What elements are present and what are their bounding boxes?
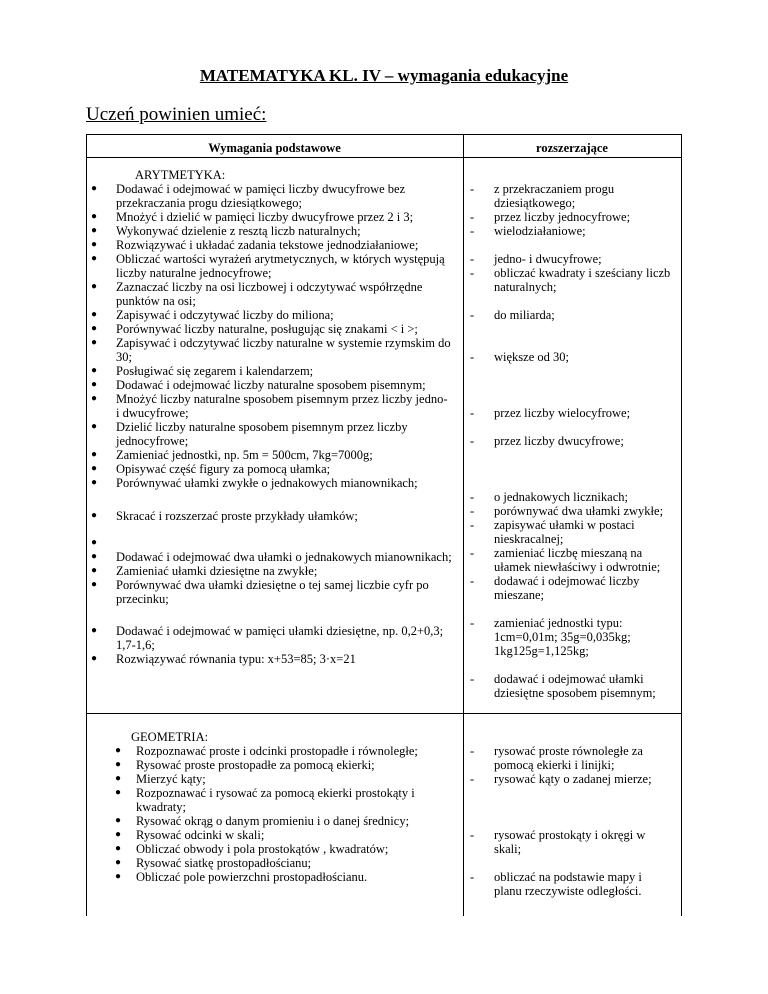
extended-item: do miliarda;: [494, 308, 555, 322]
requirement-item-cont: liczby naturalne jednocyfrowe;: [116, 266, 272, 280]
requirement-item: Rozwiązywać równania typu: x+53=85; 3·x=21: [116, 652, 356, 666]
requirement-item: Opisywać część figury za pomocą ułamka;: [116, 462, 331, 476]
requirement-item: Rysować okrąg o danym promieniu i o danej średnicy;: [136, 814, 410, 828]
extended-item: pomocą ekierki i linijki;: [494, 758, 615, 772]
dash: -: [470, 574, 475, 588]
requirement-item: Posługiwać się zegarem i kalendarzem;: [116, 364, 314, 378]
requirement-item: Rozwiązywać i układać zadania tekstowe jednodziałaniowe;: [116, 238, 419, 252]
bullet: ●: [115, 773, 122, 784]
requirement-item-cont: przekraczania progu dziesiątkowego;: [116, 196, 303, 210]
bullet: ●: [91, 211, 98, 222]
requirement-item: Porównywać liczby naturalne, posługując się znakami < i >;: [116, 322, 418, 336]
bullet: ●: [91, 510, 98, 521]
bullet: ●: [115, 871, 122, 882]
bullet: ●: [91, 625, 98, 636]
requirement-item-cont: i dwucyfrowe;: [116, 406, 189, 420]
requirement-item: Rysować siatkę prostopadłościanu;: [136, 856, 312, 870]
extended-item: nieskracalnej;: [494, 532, 564, 546]
dash: -: [470, 308, 475, 322]
extended-item: dodawać i odejmować ułamki: [494, 672, 644, 686]
requirement-item: Zapisywać i odczytywać liczby do miliona;: [116, 308, 334, 322]
requirement-item-cont: 1,7-1,6;: [116, 638, 155, 652]
requirement-item-cont: punktów na osi;: [116, 294, 196, 308]
extended-item: planu rzeczywiste odległości.: [494, 884, 642, 898]
extended-item: ułamek niewłaściwy i odwrotnie;: [494, 560, 661, 574]
requirement-item: Mierzyć kąty;: [136, 772, 206, 786]
requirement-item: Rysować proste prostopadłe za pomocą ekierki;: [136, 758, 375, 772]
extended-item: wielodziałaniowe;: [494, 224, 586, 238]
extended-item: zapisywać ułamki w postaci: [494, 518, 635, 532]
bullet: ●: [115, 857, 122, 868]
dash: -: [470, 546, 475, 560]
table-header-divider: [86, 157, 682, 158]
dash: -: [470, 828, 475, 842]
bullet: ●: [115, 745, 122, 756]
dash: -: [470, 744, 475, 758]
extended-item: porównywać dwa ułamki zwykłe;: [494, 504, 664, 518]
bullet: ●: [115, 829, 122, 840]
extended-item: rysować kąty o zadanej mierze;: [494, 772, 652, 786]
extended-item: jedno- i dwucyfrowe;: [494, 252, 602, 266]
bullet: ●: [91, 183, 98, 194]
extended-item: przez liczby jednocyfrowe;: [494, 210, 631, 224]
header-basic: Wymagania podstawowe: [208, 141, 341, 155]
extended-item: dziesiętne sposobem pisemnym;: [494, 686, 656, 700]
bullet: ●: [115, 759, 122, 770]
table-column-divider: [463, 134, 464, 916]
extended-item: 1kg125g=1,125kg;: [494, 644, 589, 658]
bullet: ●: [91, 281, 98, 292]
bullet: ●: [91, 477, 98, 488]
dash: -: [470, 210, 475, 224]
bullet: ●: [91, 239, 98, 250]
bullet: ●: [115, 787, 122, 798]
dash: -: [470, 518, 475, 532]
extended-item: zamieniać liczbę mieszaną na: [494, 546, 643, 560]
dash: -: [470, 504, 475, 518]
extended-item: 1cm=0,01m; 35g=0,035kg;: [494, 630, 631, 644]
section-heading-arytmetyka: ARYTMETYKA:: [135, 168, 226, 182]
requirement-item: Wykonywać dzielenie z resztą liczb naturalnych;: [116, 224, 361, 238]
requirement-item: Rozpoznawać i rysować za pomocą ekierki prostokąty i: [136, 786, 415, 800]
bullet: ●: [91, 225, 98, 236]
requirement-item-cont: przecinku;: [116, 592, 169, 606]
dash: -: [470, 350, 475, 364]
requirement-item: Dodawać i odejmować dwa ułamki o jednakowych mianownikach;: [116, 550, 452, 564]
requirement-item-cont: kwadraty;: [136, 800, 186, 814]
requirement-item: Rozpoznawać proste i odcinki prostopadłe i równoległe;: [136, 744, 418, 758]
requirement-item: Obliczać pole powierzchni prostopadłościanu.: [136, 870, 368, 884]
extended-item: naturalnych;: [494, 280, 557, 294]
bullet: ●: [91, 393, 98, 404]
dash: -: [470, 224, 475, 238]
requirement-item: Zapisywać i odczytywać liczby naturalne w systemie rzymskim do: [116, 336, 451, 350]
dash: -: [470, 772, 475, 786]
bullet: ●: [91, 551, 98, 562]
bullet: ●: [91, 463, 98, 474]
extended-item: większe od 30;: [494, 350, 569, 364]
bullet: ●: [91, 337, 98, 348]
bullet: ●: [91, 449, 98, 460]
extended-item: przez liczby wielocyfrowe;: [494, 406, 631, 420]
requirement-item: Porównywać dwa ułamki dziesiętne o tej samej liczbie cyfr po: [116, 578, 429, 592]
requirement-item: Dzielić liczby naturalne sposobem pisemnym przez liczby: [116, 420, 408, 434]
dash: -: [470, 182, 475, 196]
extended-item: obliczać kwadraty i sześciany liczb: [494, 266, 671, 280]
bullet: ●: [115, 815, 122, 826]
dash: -: [470, 406, 475, 420]
requirement-item: Dodawać i odejmować w pamięci ułamki dziesiętne, np. 0,2+0,3;: [116, 624, 444, 638]
table-border-right: [681, 134, 682, 916]
requirement-item: Rysować odcinki w skali;: [136, 828, 265, 842]
extended-item: rysować prostokąty i okręgi w: [494, 828, 646, 842]
header-extended: rozszerzające: [536, 141, 608, 155]
bullet: ●: [91, 653, 98, 664]
extended-item: obliczać na podstawie mapy i: [494, 870, 642, 884]
bullet: ●: [91, 537, 98, 548]
requirement-item-cont: 30;: [116, 350, 132, 364]
extended-item: przez liczby dwucyfrowe;: [494, 434, 624, 448]
table-border-top: [86, 134, 682, 135]
extended-item: dodawać i odejmować liczby: [494, 574, 640, 588]
requirement-item: Mnożyć liczby naturalne sposobem pisemnym przez liczby jedno-: [116, 392, 448, 406]
requirement-item: Dodawać i odejmować liczby naturalne sposobem pisemnym;: [116, 378, 426, 392]
dash: -: [470, 672, 475, 686]
requirement-item: Dodawać i odejmować w pamięci liczby dwucyfrowe bez: [116, 182, 406, 196]
extended-item: o jednakowych licznikach;: [494, 490, 628, 504]
requirement-item: Porównywać ułamki zwykłe o jednakowych mianownikach;: [116, 476, 418, 490]
bullet: ●: [91, 379, 98, 390]
table-border-left: [86, 134, 87, 916]
section-heading-geometria: GEOMETRIA:: [131, 730, 209, 744]
page-title: MATEMATYKA KL. IV – wymagania edukacyjne: [199, 66, 569, 85]
bullet: ●: [91, 579, 98, 590]
dash: -: [470, 870, 475, 884]
requirement-item-cont: jednocyfrowe;: [116, 434, 189, 448]
dash: -: [470, 266, 475, 280]
page-subtitle: Uczeń powinien umieć:: [86, 104, 267, 125]
requirement-item: Zamieniać ułamki dziesiętne na zwykłe;: [116, 564, 318, 578]
extended-item: dziesiątkowego;: [494, 196, 576, 210]
requirement-item: Zaznaczać liczby na osi liczbowej i odczytywać współrzędne: [116, 280, 423, 294]
bullet: ●: [91, 565, 98, 576]
bullet: ●: [91, 365, 98, 376]
dash: -: [470, 616, 475, 630]
bullet: ●: [91, 309, 98, 320]
table-section-divider: [86, 713, 682, 714]
bullet: ●: [91, 421, 98, 432]
extended-item: skali;: [494, 842, 522, 856]
requirement-item: Skracać i rozszerzać proste przykłady ułamków;: [116, 509, 358, 523]
dash: -: [470, 252, 475, 266]
bullet: ●: [91, 323, 98, 334]
extended-item: mieszane;: [494, 588, 544, 602]
requirement-item: Mnożyć i dzielić w pamięci liczby dwucyfrowe przez 2 i 3;: [116, 210, 414, 224]
bullet: ●: [91, 253, 98, 264]
extended-item: zamieniać jednostki typu:: [494, 616, 623, 630]
bullet: ●: [115, 843, 122, 854]
dash: -: [470, 434, 475, 448]
requirement-item: Obliczać wartości wyrażeń arytmetycznych, w których występują: [116, 252, 445, 266]
extended-item: rysować proste równoległe za: [494, 744, 643, 758]
dash: -: [470, 490, 475, 504]
extended-item: z przekraczaniem progu: [494, 182, 615, 196]
requirement-item: Zamieniać jednostki, np. 5m = 500cm, 7kg=7000g;: [116, 448, 373, 462]
requirement-item: Obliczać obwody i pola prostokątów , kwadratów;: [136, 842, 389, 856]
